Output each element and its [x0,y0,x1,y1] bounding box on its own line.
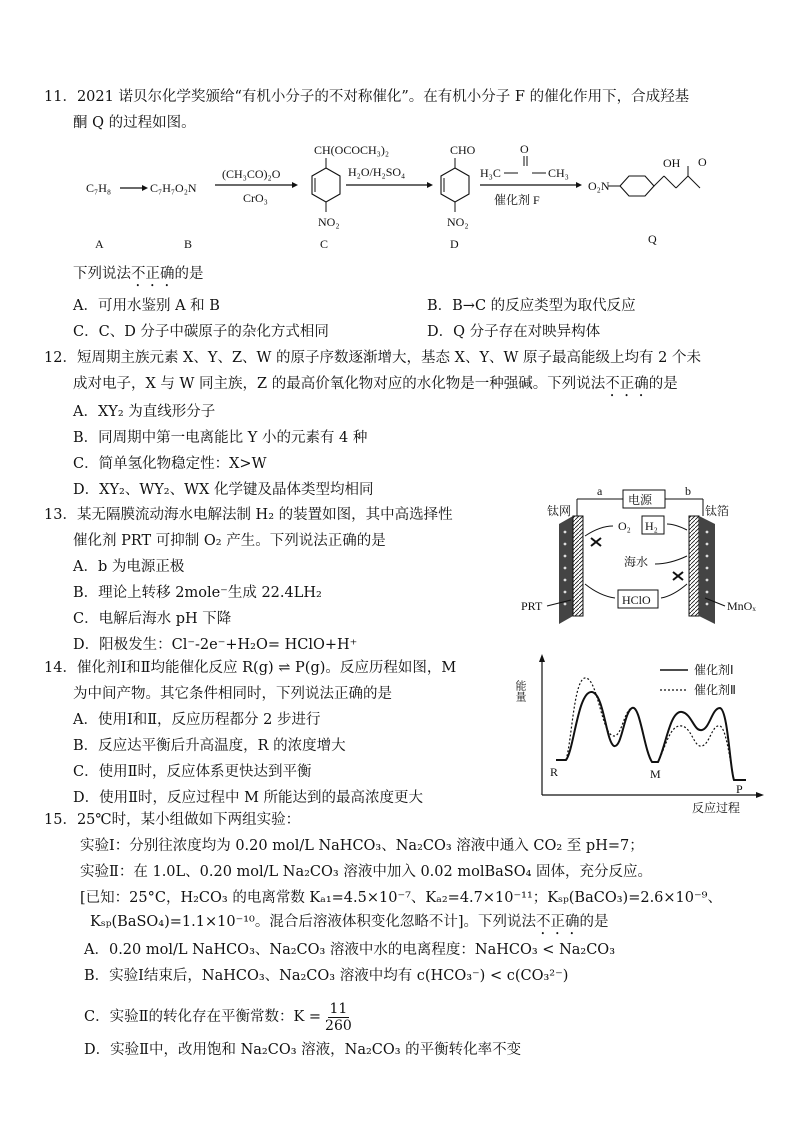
q12-stem-line1: 12．短周期主族元素 X、Y、Z、W 的原子序数逐渐增大，基态 X、Y、W 原子最高能级上均有 2 个未 [44,350,702,366]
q15-option-b[interactable]: B．实验Ⅰ结束后，NaHCO₃、Na₂CO₃ 溶液中均有 c(HCO₃⁻) < c(CO₃²⁻) [84,968,569,984]
compound-a-formula: C₇H₈ [86,181,112,195]
prt-label: PRT [521,599,543,613]
power-source-label: 电源 [628,493,653,507]
q11-option-a[interactable]: A．可用水鉴别 A 和 B [73,298,220,314]
q11-reaction-scheme [80,140,720,255]
reactant-r-label: R [550,765,559,779]
q15-stem: 15．25℃时，某小组做如下两组实验： [44,812,301,828]
q13-option-a[interactable]: A．b 为电源正极 [73,559,185,575]
product-p-label: P [736,782,743,796]
q15-known-line1: [已知：25°C，H₂CO₃ 的电离常数 Kₐ₁=4.5×10⁻⁷、Kₐ₂=4.7×10⁻¹¹；Kₛₚ(BaCO₃)=2.6×10⁻⁹、 [80,890,722,906]
q14-stem-line1: 14．催化剂Ⅰ和Ⅱ均能催化反应 R(g) ⇌ P(g)。反应历程如图，M [44,660,457,676]
q14-option-b[interactable]: B．反应达平衡后升高温度，R 的浓度增大 [73,738,346,754]
q11-option-d[interactable]: D．Q 分子存在对映异构体 [427,324,601,340]
q11-option-b[interactable]: B．B→C 的反应类型为取代反应 [427,298,636,314]
q14-option-c[interactable]: C．使用Ⅱ时，反应体系更快达到平衡 [73,764,312,780]
q15-option-c[interactable]: C．实验Ⅱ的转化存在平衡常数：K = $\frac{11}{260}$ [84,1000,352,1034]
compound-q-oxygen: O [698,155,707,169]
wire-b-label: b [685,484,691,498]
q13-stem-line1: 13．某无隔膜流动海水电解法制 H₂ 的装置如图，其中高选择性 [44,507,453,523]
q12-stem-line2: 成对电子，X 与 W 同主族，Z 的最高价氧化物对应的水化物是一种强碱。下列说法不正确的是 [73,376,678,392]
label-q: Q [648,232,657,246]
reagent-3-catalyst: 催化剂 F [494,193,540,207]
q13-option-d[interactable]: D．阳极发生：Cl⁻-2e⁻+H₂O= HClO+H⁺ [73,637,358,653]
q12-option-b[interactable]: B．同周期中第一电离能比 Y 小的元素有 4 种 [73,430,368,446]
compound-c-nitro: NO₂ [318,215,340,229]
reagent-3-left: H₃C [480,166,501,180]
label-d: D [450,237,459,251]
q15-known-line2: Kₛₚ(BaSO₄)=1.1×10⁻¹⁰。混合后溶液体积变化忽略不计]。下列说法不正确的是 [90,914,609,930]
compound-d-substituent: CHO [450,143,476,157]
q15-experiment-1: 实验Ⅰ：分别往浓度均为 0.20 mol/L NaHCO₃、Na₂CO₃ 溶液中通入 CO₂ 至 pH=7； [80,838,644,854]
q14-energy-profile [510,650,780,820]
q13-option-b[interactable]: B．理论上转移 2mole⁻生成 22.4LH₂ [73,585,322,601]
y-axis-label: 能量 [514,680,526,702]
seawater-label: 海水 [624,555,649,569]
q15-option-d[interactable]: D．实验Ⅱ中，改用饱和 Na₂CO₃ 溶液，Na₂CO₃ 的平衡转化率不变 [84,1042,522,1058]
q12-option-d[interactable]: D．XY₂、WY₂、WX 化学键及晶体类型均相同 [73,482,374,498]
q15-option-a[interactable]: A．0.20 mol/L NaHCO₃、Na₂CO₃ 溶液中水的电离程度：NaHCO₃ < Na₂CO₃ [84,942,616,958]
x-axis-label: 反应过程 [692,801,741,815]
q14-option-a[interactable]: A．使用Ⅰ和Ⅱ，反应历程都分 2 步进行 [73,712,321,728]
legend-catalyst-2: 催化剂Ⅱ [694,683,736,697]
fraction: $\frac{11}{260}$ [325,1000,352,1034]
compound-d-nitro: NO₂ [447,215,469,229]
oxygen-label: O₂ [618,519,631,533]
q14-option-d[interactable]: D．使用Ⅱ时，反应过程中 M 所能达到的最高浓度更大 [73,790,424,806]
q12-option-a[interactable]: A．XY₂ 为直线形分子 [73,404,216,420]
compound-q-nitro: O₂N [588,179,610,193]
reagent-2-top: H₂O/H₂SO₄ [348,165,406,179]
reagent-3-right: CH₃ [548,166,569,180]
hydrogen-label: H₂ [645,519,658,533]
compound-q-hydroxyl: OH [663,156,681,170]
titanium-mesh-label: 钛网 [547,504,572,518]
reagent-1-top: (CH₃CO)₂O [222,167,281,181]
q11-stem-line1: 11．2021 诺贝尔化学奖颁给“有机小分子的不对称催化”。在有机小分子 F 的催化作用下，合成羟基 [44,89,690,105]
label-c: C [320,237,329,251]
hypochlorous-label: HClO [622,593,651,607]
legend-catalyst-1: 催化剂Ⅰ [694,663,734,677]
q14-stem-line2: 为中间产物。其它条件相同时，下列说法正确的是 [73,686,392,702]
compound-b-formula: C₇H₇O₂N [150,181,197,195]
mnox-label: MnOₓ [727,599,756,613]
wire-a-label: a [597,484,603,498]
q13-stem-line2: 催化剂 PRT 可抑制 O₂ 产生。下列说法正确的是 [73,533,386,549]
q12-option-c[interactable]: C．简单氢化物稳定性：X>W [73,456,267,472]
reagent-3-oxygen: O [520,142,529,156]
q11-option-c[interactable]: C．C、D 分子中碳原子的杂化方式相同 [73,324,329,340]
q11-prompt: 下列说法不正确的是 [73,266,204,282]
label-a: A [95,237,104,251]
intermediate-m-label: M [650,767,661,781]
reagent-1-bottom: CrO₃ [243,191,268,205]
q13-option-c[interactable]: C．电解后海水 pH 下降 [73,611,232,627]
titanium-foil-label: 钛箔 [705,504,730,518]
q13-electrolysis-diagram [515,484,785,644]
q15-experiment-2: 实验Ⅱ：在 1.0L、0.20 mol/L Na₂CO₃ 溶液中加入 0.02 molBaSO₄ 固体，充分反应。 [80,864,652,880]
compound-c-substituent: CH(OCOCH₃)₂ [314,143,390,157]
q11-stem-line2: 酮 Q 的过程如图。 [73,115,196,131]
label-b: B [184,237,193,251]
